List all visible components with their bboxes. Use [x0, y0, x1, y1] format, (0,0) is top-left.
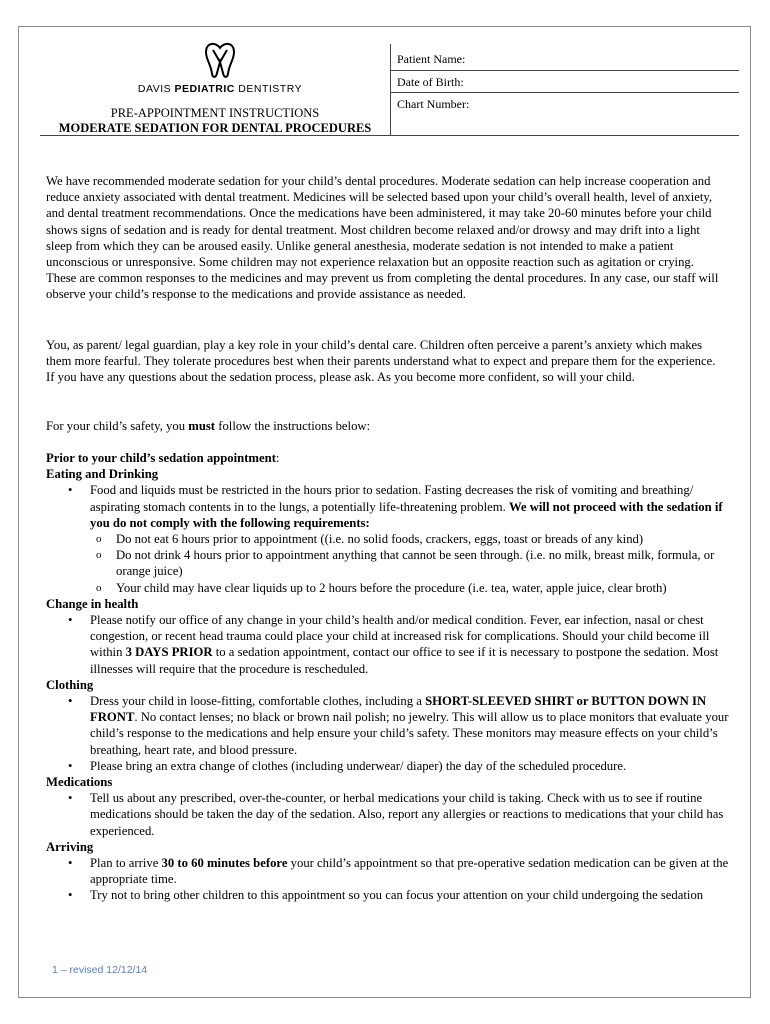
- fasting-sublist: [90, 531, 736, 596]
- patient-name-line[interactable]: [391, 70, 739, 71]
- arriving-heading: Arriving: [46, 839, 94, 854]
- list-item: • Try not to bring other children to this appointment so you can focus your attention on your child undergoing the sedation: [90, 887, 736, 903]
- date-of-birth-line[interactable]: [391, 92, 739, 93]
- tooth-heart-icon: [202, 40, 238, 80]
- list-item: o Your child may have clear liquids up to 2 hours before the procedure (i.e. tea, water, apple juice, clear broth): [116, 580, 736, 596]
- medications-list: [46, 790, 736, 839]
- intro-paragraph-3: For your child’s safety, you must follow the instructions below:: [46, 419, 371, 433]
- health-list: [46, 612, 736, 677]
- chart-number-label: Chart Number:: [397, 97, 470, 111]
- list-item: • Please bring an extra change of clothes (including underwear/ diaper) the day of the scheduled procedure.: [90, 758, 736, 774]
- patient-name-label: Patient Name:: [397, 52, 466, 66]
- list-item: • Food and liquids must be restricted in the hours prior to sedation. Fasting decreases the risk of vomiting and breathing/ aspirating stomach contents in to the lungs, a potentially life-threatening problem. We will not proceed with the sedation if you do not comply with the following requirements: o Do not eat 6 hours prior to appointment ((i.e. no solid foods, crackers, eggs, toast or breads of any kind) o Do not drink 4 hours prior to appointment anything that cannot be seen through. (i.e. no milk, breast milk, formula, or orange juice) o Your child may have clear liquids up to 2 hours before the procedure (i.e. tea, water, apple juice, clear broth): [90, 482, 736, 595]
- prior-heading: Prior to your child’s sedation appointment:: [46, 451, 280, 465]
- intro-paragraph-2: You, as parent/ legal guardian, play a key role in your child’s dental care. Children often perceive a parent’s anxiety which makes them more fearful. They tolerate procedures best when their parents understand what to expect and prepare them for the experience. If you have any questions about the sedation process, please ask. As you become more confident, so will your child.: [46, 338, 716, 385]
- list-item: o Do not eat 6 hours prior to appointment ((i.e. no solid foods, crackers, eggs, toast or breads of any kind): [116, 531, 736, 547]
- list-item: • Tell us about any prescribed, over-the-counter, or herbal medications your child is taking. Check with us to see if routine medications should be taken the day of the sedation. Also, report any allergies or reactions to medications that your child has experienced.: [90, 790, 736, 839]
- list-item: • Dress your child in loose-fitting, comfortable clothes, including a SHORT-SLEEVED SHIRT or BUTTON DOWN IN FRONT. No contact lenses; no black or brown nail polish; no jewelry. This will allow us to place monitors that evaluate your child’s response to the medications and help ensure your child’s safety. These monitors may measure effects on your child’s breathing, heart rate, and blood pressure.: [90, 693, 736, 758]
- arriving-list: [46, 855, 736, 904]
- date-of-birth-label: Date of Birth:: [397, 75, 464, 89]
- practice-logo: [100, 40, 340, 95]
- chart-number-line[interactable]: [391, 135, 739, 136]
- clothing-list: [46, 693, 736, 774]
- medications-heading: Medications: [46, 775, 113, 790]
- instructions-section: [46, 450, 736, 904]
- intro-paragraph-1: We have recommended moderate sedation for your child’s dental procedures. Moderate sedation can help increase cooperation and reduce anxiety associated with dental treatment. Medicines will be selected based upon your child’s overall health, level of anxiety, and dental treatment recommendations. Once the medications have been administered, it may take 20-60 minutes before your child shows signs of sedation and is ready for dental treatment. Most children become relaxed and/or drowsy and may drift into a light sleep from which they can be aroused easily. Unlike general anesthesia, moderate sedation is not intended to make a patient unconscious or unresponsive. Some children may not experience relaxation but an opposite reaction such as agitation or crying. These are common responses to the medicines and may prevent us from completing the dental procedures. In any case, our staff will observe your child’s response to the medications and provide assistance as needed.: [46, 174, 719, 302]
- eating-heading: Eating and Drinking: [46, 467, 159, 482]
- header-divider: [40, 135, 390, 136]
- list-item: • Please notify our office of any change in your child’s health and/or medical condition. Fever, ear infection, nasal or chest congestion, or recent head trauma could place your child at increased risk for complications. Should your child become ill within 3 DAYS PRIOR to a sedation appointment, contact our office to see if it is necessary to postpone the sedation. Most illnesses will require that the procedure is rescheduled.: [90, 612, 736, 677]
- clothing-heading: Clothing: [46, 677, 94, 692]
- list-item: • Plan to arrive 30 to 60 minutes before your child’s appointment so that pre-operative sedation medication can be given at the appropriate time.: [90, 855, 736, 887]
- document-subtitle: PRE-APPOINTMENT INSTRUCTIONS: [110, 106, 320, 120]
- eating-list: [46, 482, 736, 595]
- page-footer: 1 – revised 12/12/14: [52, 964, 148, 976]
- practice-name: DAVIS PEDIATRIC DENTISTRY: [137, 83, 303, 95]
- list-item: o Do not drink 4 hours prior to appointment anything that cannot be seen through. (i.e. no milk, breast milk, formula, or orange juice): [116, 547, 736, 579]
- health-heading: Change in health: [46, 596, 139, 611]
- patient-info-box: [390, 44, 739, 136]
- document-title: MODERATE SEDATION FOR DENTAL PROCEDURES: [58, 121, 372, 135]
